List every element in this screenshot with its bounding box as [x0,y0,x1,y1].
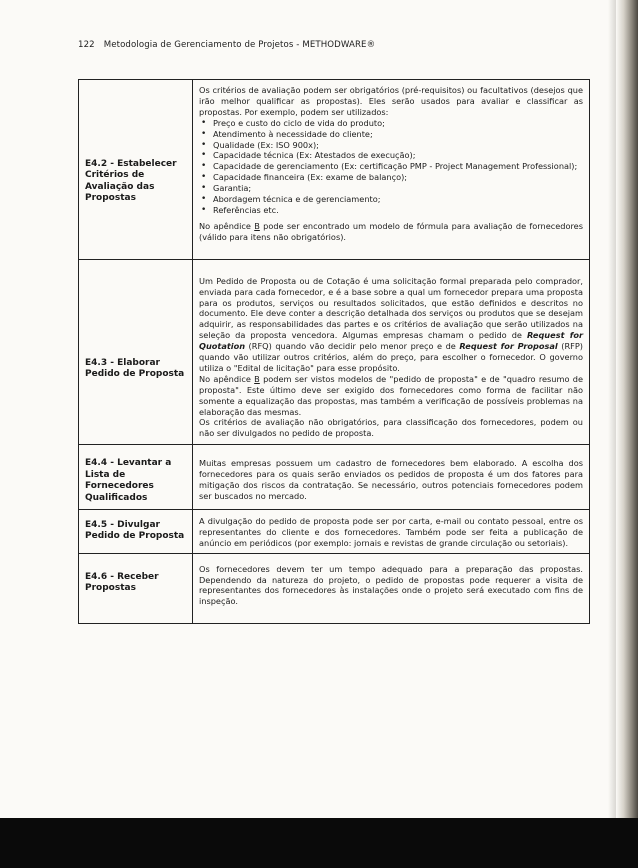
activity-label: E4.3 - Elaborar Pedido de Proposta [85,357,185,380]
paragraph-text: Um Pedido de Proposta ou de Cotação é uma solicitação formal preparada pelo comprador, enviada para cada fornecedor, e é a base sobre a qual um fornecedor prepara uma proposta para os produtos, serviços ou resultados solicitados, que estão definidos e descritos no documento. Ele deve conter a descrição detalhada dos serviços ou produtos que se desejam adquirir, as responsabilidades das partes e os critérios de avaliação que serão utilizados na seleção da proposta vencedora. Algumas empresas chamam o pedido de [199,275,583,341]
publication-description: A divulgação do pedido de proposta pode ser por carta, e-mail ou contato pessoal, entre os representantes do cliente e dos fornecedores. Também pode ser feita a publicação de anúncio em periódicos (por exemplo: jornais e revistas de grande circulação ou setoriais). [199,515,583,548]
list-item: • Abordagem técnica e de gerenciamento; [199,194,583,205]
list-item: • Capacidade financeira (Ex: exame de balanço); [199,172,583,183]
activity-label-cell [79,509,193,553]
appendix-reference: B [254,220,260,231]
activity-label: E4.4 - Levantar a Lista de Fornecedores Qualificados [85,458,172,503]
activity-description-cell [193,553,590,624]
criteria-disclosure-note: Os critérios de avaliação não obrigatórios, para classificação dos fornecedores, podem ou não ser divulgados no pedido de proposta. [199,417,583,439]
appendix-reference: B [254,373,260,384]
note-text: pode ser encontrado um modelo de fórmula para avaliação de fornecedores (válido para itens não obrigatórios). [199,220,583,242]
page-edge-shadow [616,0,638,818]
criteria-list [199,118,583,216]
term-rfq: Request for Quotation [199,330,583,352]
appendix-note [199,374,583,418]
list-item: • Capacidade técnica (Ex: Atestados de execução); [199,150,583,161]
criteria-intro: Os critérios de avaliação podem ser obrigatórios (pré-requisitos) ou facultativos (desejos que irão melhor qualificar as propostas). Eles serão usados para avaliar e classificar as propostas. Por exemplo, podem ser utilizados: [199,85,583,117]
activity-description-cell [193,445,590,510]
activity-label: E4.2 - Estabelecer Critérios de Avaliação das Propostas [85,159,177,204]
table-row [79,509,590,553]
appendix-note [199,221,583,243]
paragraph-text: (RFP) quando vão utilizar outros critérios, além do preço, para escolher o fornecedor. O governo utiliza o "Edital de licitação" para esse propósito. [199,341,583,373]
note-text: No apêndice [199,373,255,384]
note-text: podem ser vistos modelos de "pedido de proposta" e de "quadro resumo de proposta". Este último deve ser exigido dos fornecedores como forma de facilitar não somente a equalização das propostas, mas também a verificação de possíveis problemas na elaboração das mesmas. [199,373,584,417]
note-text: No apêndice [199,220,255,231]
scan-bottom-border [0,818,638,868]
list-item: • Referências etc. [199,205,583,216]
scan-shadow [608,0,616,818]
activity-label: E4.5 - Divulgar Pedido de Proposta [85,519,185,542]
activity-description-cell [193,259,590,445]
suppliers-description: Muitas empresas possuem um cadastro de fornecedores bem elaborado. A escolha dos fornecedores para os quais serão enviados os pedidos de proposta é um dos fatores para mitigação dos riscos da contratação. Se necessário, outros potenciais fornecedores podem ser buscados no mercado. [199,458,583,501]
activity-label-cell [79,80,193,260]
activities-table [78,79,590,624]
list-item: • Garantia; [199,183,583,194]
request-definition [199,276,583,374]
list-item: • Preço e custo do ciclo de vida do produto; [199,118,583,129]
receive-proposals-description: Os fornecedores devem ter um tempo adequado para a preparação das propostas. Dependendo da natureza do projeto, o pedido de propostas pode requerer a visita de representantes dos fornecedores às instalações onde o projeto será executado com fins de inspeção. [199,563,583,607]
paragraph-text: (RFQ) quando vão decidir pelo menor preço e de [245,341,460,352]
table-row [79,553,590,624]
activity-label-cell [79,259,193,445]
activity-label: E4.6 - Receber Propostas [85,571,159,594]
list-item: • Capacidade de gerenciamento (Ex: certificação PMP - Project Management Professional); [199,161,583,172]
table-row [79,445,590,510]
activity-label-cell [79,553,193,624]
list-item: • Qualidade (Ex: ISO 900x); [199,140,583,151]
page-number: 122 [78,40,95,50]
activity-description-cell [193,509,590,553]
running-title: Metodologia de Gerenciamento de Projetos - METHODWARE® [103,40,376,50]
running-header [78,40,375,50]
table-row [79,80,590,260]
activity-label-cell [79,445,193,510]
table-row [79,259,590,445]
term-rfp: Request for Proposal [459,341,558,352]
list-item: • Atendimento à necessidade do cliente; [199,129,583,140]
activity-description-cell [193,80,590,260]
